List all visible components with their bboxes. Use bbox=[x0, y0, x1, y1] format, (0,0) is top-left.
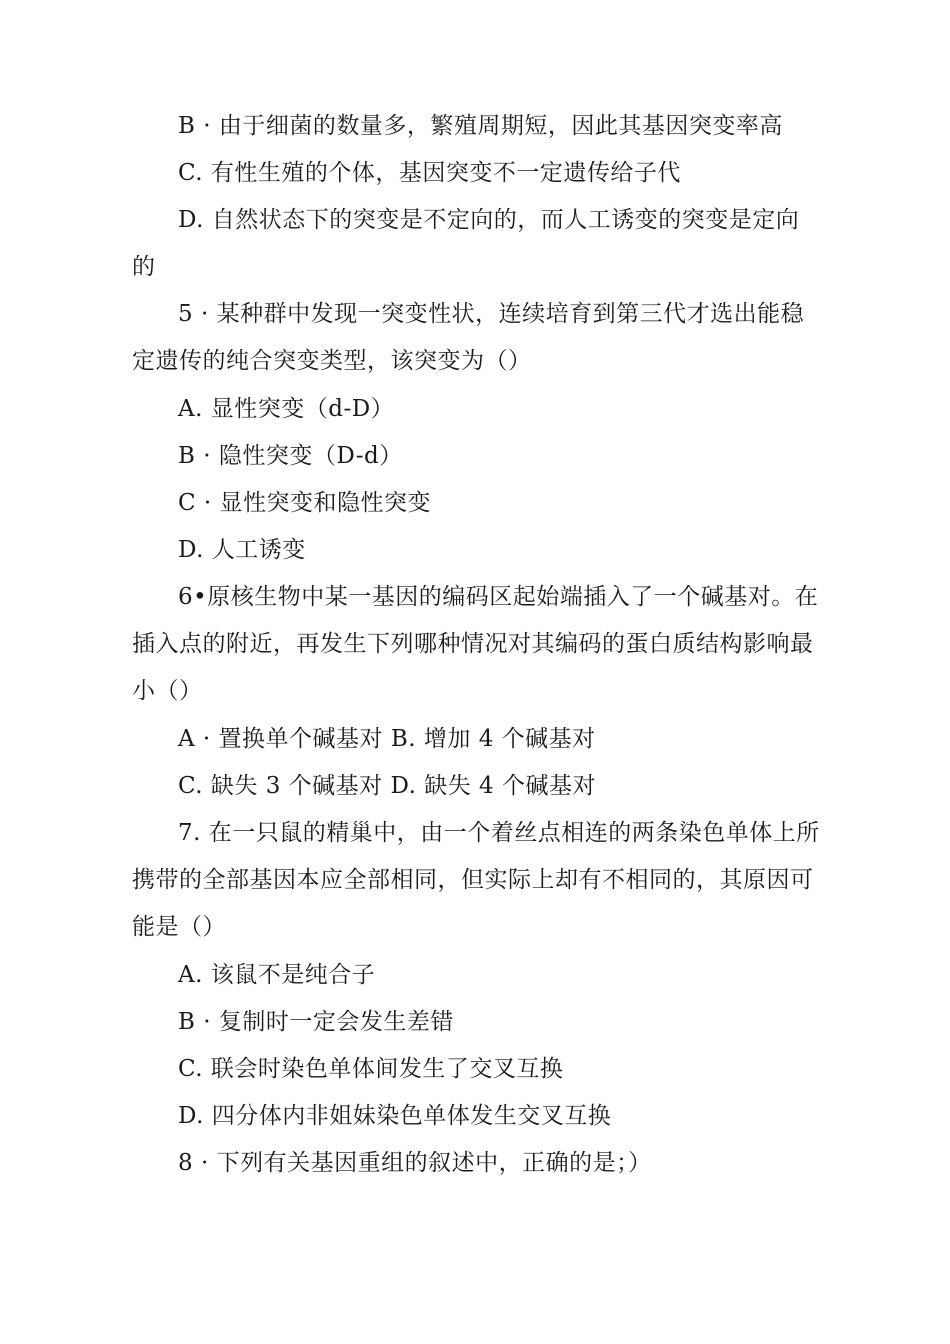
question-5: 5 · 某种群中发现一突变性状，连续培育到第三代才选出能稳 bbox=[178, 301, 805, 327]
option-a-q7: A. 该鼠不是纯合子 bbox=[178, 962, 376, 988]
option-a-q5: A. 显性突变（d-D） bbox=[178, 396, 395, 422]
options-ab-q6: A · 置换单个碱基对 B. 增加 4 个碱基对 bbox=[178, 726, 596, 752]
option-b-q4: B · 由于细菌的数量多，繁殖周期短，因此其基因突变率高 bbox=[178, 113, 783, 139]
option-d-q4-continued: 的 bbox=[132, 254, 156, 280]
question-5-continued: 定遗传的纯合突变类型，该突变为（） bbox=[132, 348, 532, 374]
question-6: 6•原核生物中某一基因的编码区起始端插入了一个碱基对。在 bbox=[178, 584, 819, 610]
question-8: 8 · 下列有关基因重组的叙述中，正确的是；） bbox=[178, 1150, 652, 1176]
option-c-q4: C. 有性生殖的个体，基因突变不一定遗传给子代 bbox=[178, 160, 681, 186]
option-b-q7: B · 复制时一定会发生差错 bbox=[178, 1009, 454, 1035]
question-6-continued-2: 小（） bbox=[132, 678, 203, 704]
question-7-continued-2: 能是（） bbox=[132, 914, 226, 940]
option-d-q4: D. 自然状态下的突变是不定向的，而人工诱变的突变是定向 bbox=[178, 207, 800, 233]
question-6-continued: 插入点的附近，再发生下列哪种情况对其编码的蛋白质结构影响最 bbox=[132, 631, 814, 657]
option-d-q7: D. 四分体内非姐妹染色单体发生交叉互换 bbox=[178, 1103, 612, 1129]
option-c-q7: C. 联会时染色单体间发生了交叉互换 bbox=[178, 1056, 564, 1082]
option-d-q5: D. 人工诱变 bbox=[178, 537, 306, 563]
options-cd-q6: C. 缺失 3 个碱基对 D. 缺失 4 个碱基对 bbox=[178, 773, 596, 799]
option-b-q5: B · 隐性突变（D-d） bbox=[178, 443, 403, 469]
option-c-q5: C · 显性突变和隐性突变 bbox=[178, 490, 432, 516]
question-7: 7. 在一只鼠的精巢中，由一个着丝点相连的两条染色单体上所 bbox=[178, 820, 820, 846]
question-7-continued: 携带的全部基因本应全部相同，但实际上却有不相同的，其原因可 bbox=[132, 867, 814, 893]
